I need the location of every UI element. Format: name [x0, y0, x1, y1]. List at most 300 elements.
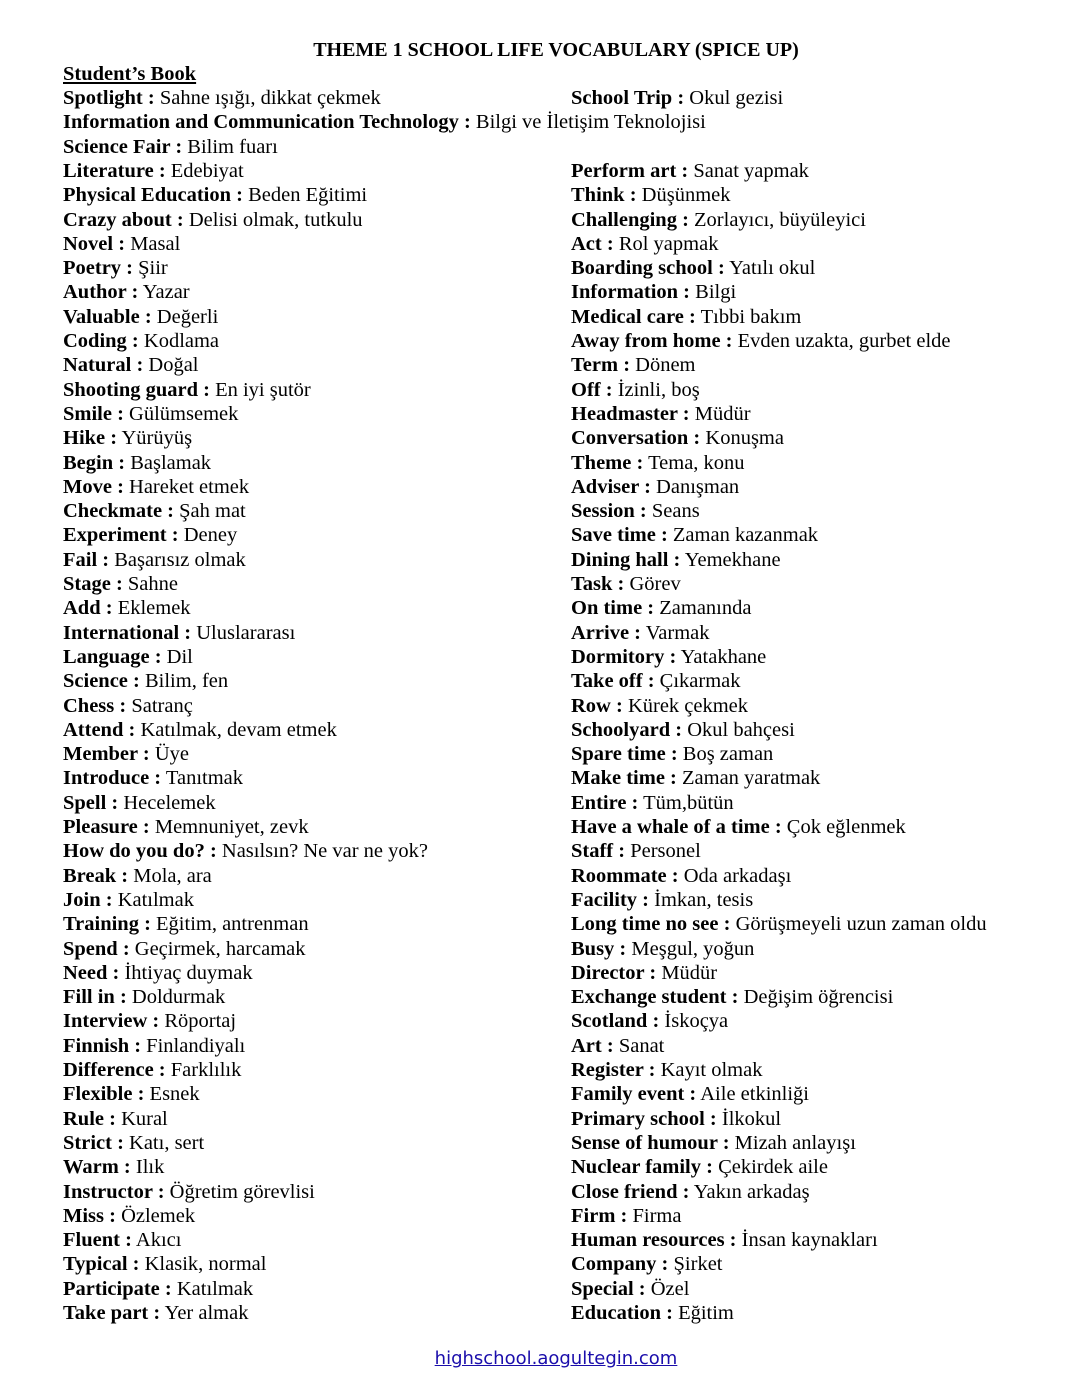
vocab-meaning: Görüşmeyeli uzun zaman oldu	[730, 913, 987, 936]
vocab-entry	[571, 86, 783, 110]
vocab-meaning: Özel	[645, 1277, 690, 1300]
vocab-entry	[571, 1301, 734, 1325]
vocab-term: Strict :	[63, 1131, 124, 1154]
vocab-term: Schoolyard :	[571, 718, 683, 741]
vocab-entry	[63, 135, 278, 159]
vocab-term: Crazy about :	[63, 208, 184, 231]
vocab-meaning: Meşgul, yoğun	[626, 937, 755, 960]
vocab-meaning: Çıkarmak	[654, 670, 741, 693]
vocab-entry	[63, 1252, 266, 1276]
vocab-meaning: Uluslararası	[191, 621, 296, 644]
vocab-term: Training :	[63, 913, 151, 936]
vocab-term: Director :	[571, 961, 657, 984]
vocab-term: Fail :	[63, 548, 110, 571]
vocab-meaning: Firma	[627, 1204, 682, 1227]
vocab-entry	[63, 110, 706, 134]
vocab-entry	[571, 572, 681, 596]
vocab-entry	[63, 596, 191, 620]
vocab-term: Boarding school :	[571, 257, 725, 280]
vocab-term: Company :	[571, 1253, 669, 1276]
vocab-term: Have a whale of a time :	[571, 816, 782, 838]
vocab-entry	[63, 1009, 236, 1033]
vocab-entry	[63, 839, 428, 863]
vocab-entry	[571, 499, 700, 523]
vocab-term: Language :	[63, 645, 162, 668]
vocab-term: Spotlight :	[63, 87, 155, 109]
vocab-term: Move :	[63, 475, 124, 498]
vocab-term: Education :	[571, 1302, 673, 1324]
vocab-meaning: Kodlama	[138, 330, 220, 352]
vocab-entry	[63, 183, 367, 207]
vocab-term: Add :	[63, 597, 113, 620]
vocab-meaning: Kayıt olmak	[655, 1059, 763, 1081]
vocab-meaning: Yemekhane	[680, 548, 781, 571]
vocab-term: Nuclear family :	[571, 1156, 713, 1179]
vocab-entry	[63, 669, 228, 693]
vocab-entry	[63, 426, 192, 450]
vocab-meaning: Yatakhane	[676, 645, 767, 668]
vocab-term: Physical Education :	[63, 184, 243, 207]
vocab-entry	[63, 256, 168, 280]
vocab-term: Chess :	[63, 694, 127, 717]
vocab-term: Hike :	[63, 427, 118, 450]
vocab-meaning: Yakın arkadaş	[689, 1180, 810, 1203]
vocab-meaning: Beden Eğitimi	[242, 184, 368, 207]
vocab-term: Family event :	[571, 1083, 697, 1106]
vocab-meaning: Başlamak	[125, 451, 212, 474]
vocab-term: Session :	[571, 500, 647, 523]
vocab-meaning: Değişim öğrencisi	[738, 986, 894, 1009]
vocab-term: Fill in :	[63, 986, 127, 1009]
vocab-meaning: Bilim fuarı	[182, 135, 278, 158]
vocab-entry	[571, 305, 801, 329]
vocab-meaning: Ilık	[130, 1156, 165, 1179]
vocab-term: Warm :	[63, 1156, 131, 1179]
vocab-meaning: Akıcı	[131, 1229, 182, 1252]
vocab-meaning: Danışman	[650, 475, 740, 498]
vocab-entry	[571, 159, 809, 183]
vocab-meaning: Satranç	[126, 694, 193, 717]
vocab-meaning: Esnek	[144, 1083, 200, 1106]
vocab-entry	[571, 426, 784, 450]
vocab-entry	[63, 1155, 164, 1179]
vocab-meaning: En iyi şutör	[209, 378, 311, 401]
vocab-term: Headmaster :	[571, 402, 690, 425]
vocab-entry	[63, 1107, 168, 1131]
vocab-entry	[63, 1082, 200, 1106]
vocab-meaning: Görev	[624, 573, 681, 595]
vocab-meaning: Okul gezisi	[684, 87, 784, 109]
vocab-meaning: Kural	[115, 1107, 168, 1130]
vocab-entry	[63, 572, 178, 596]
vocab-entry	[63, 280, 190, 304]
vocab-term: Poetry :	[63, 257, 133, 280]
vocab-term: Dormitory :	[571, 645, 677, 668]
vocab-term: Introduce :	[63, 767, 162, 790]
vocab-meaning: Eğitim	[672, 1302, 734, 1324]
vocab-term: Human resources :	[571, 1229, 737, 1252]
vocab-term: Art :	[571, 1034, 614, 1057]
vocab-entry	[63, 475, 249, 499]
vocab-meaning: Katılmak, devam etmek	[135, 718, 337, 741]
vocab-term: Primary school :	[571, 1107, 717, 1130]
vocab-term: Row :	[571, 694, 623, 717]
vocab-entry	[571, 329, 951, 353]
vocab-term: Task :	[571, 573, 625, 595]
vocab-meaning: Eklemek	[112, 597, 191, 620]
vocab-entry	[571, 280, 736, 304]
vocab-meaning: Memnuniyet, zevk	[149, 816, 309, 838]
vocab-term: School Trip :	[571, 87, 685, 109]
vocab-meaning: Bilgi ve İletişim Teknolojisi	[470, 111, 706, 134]
vocab-term: Medical care :	[571, 305, 696, 328]
vocab-entry	[571, 621, 710, 645]
vocab-entry	[571, 669, 741, 693]
vocab-term: How do you do? :	[63, 840, 217, 863]
vocab-entry	[63, 1204, 195, 1228]
vocab-entry	[571, 208, 866, 232]
vocab-entry	[63, 985, 225, 1009]
vocab-entry	[571, 766, 820, 790]
vocab-entry	[571, 1155, 828, 1179]
vocab-term: Off :	[571, 378, 613, 401]
vocab-entry	[63, 961, 253, 985]
vocab-entry	[63, 742, 189, 766]
vocab-term: Pleasure :	[63, 816, 150, 838]
vocab-entry	[63, 305, 218, 329]
vocab-entry	[571, 912, 987, 936]
vocab-entry	[571, 694, 748, 718]
vocab-term: Roommate :	[571, 864, 679, 887]
vocab-meaning: Müdür	[656, 961, 718, 984]
vocab-term: Fluent :	[63, 1229, 132, 1252]
vocab-term: Join :	[63, 888, 113, 911]
vocab-entry	[571, 742, 773, 766]
vocab-entry	[571, 183, 730, 207]
vocab-entry	[571, 791, 734, 815]
vocab-entry	[571, 937, 754, 961]
vocab-entry	[63, 159, 244, 183]
vocab-meaning: Konuşma	[700, 427, 784, 450]
vocab-entry	[571, 1204, 681, 1228]
vocab-meaning: Yürüyüş	[117, 427, 193, 450]
vocab-term: Typical :	[63, 1253, 140, 1276]
vocab-entry	[63, 1058, 241, 1082]
vocab-term: Experiment :	[63, 524, 179, 547]
vocab-term: On time :	[571, 597, 655, 620]
vocab-term: Flexible :	[63, 1083, 145, 1106]
vocab-entry	[571, 402, 751, 426]
vocab-entry	[63, 937, 306, 961]
vocab-term: Long time no see :	[571, 913, 731, 936]
vocab-term: Sense of humour :	[571, 1131, 730, 1154]
vocab-meaning: Zamanında	[654, 597, 752, 620]
vocab-term: Perform art :	[571, 159, 689, 182]
vocab-entry	[571, 523, 818, 547]
vocab-meaning: Aile etkinliği	[696, 1083, 809, 1106]
vocab-entry	[63, 912, 309, 936]
vocab-entry	[63, 499, 246, 523]
vocab-meaning: Düşünmek	[636, 184, 731, 207]
vocab-entry	[571, 961, 717, 985]
vocab-term: Entire :	[571, 791, 639, 814]
vocab-meaning: Şah mat	[174, 500, 246, 523]
vocab-entry	[63, 815, 309, 839]
vocab-term: Term :	[571, 354, 631, 377]
vocab-term: Begin :	[63, 451, 126, 474]
vocab-term: Adviser :	[571, 475, 651, 498]
vocab-entry	[63, 791, 216, 815]
vocab-term: Challenging :	[571, 208, 689, 231]
vocab-meaning: Mola, ara	[128, 864, 212, 887]
vocab-term: Spell :	[63, 791, 119, 814]
vocab-term: Finnish :	[63, 1034, 142, 1057]
vocab-entry	[571, 1009, 728, 1033]
vocab-term: Busy :	[571, 937, 627, 960]
vocab-meaning: Yatılı okul	[724, 257, 816, 280]
vocab-meaning: Çekirdek aile	[712, 1156, 828, 1179]
vocab-entry	[571, 1058, 762, 1082]
vocab-meaning: Oda arkadaşı	[678, 864, 792, 887]
vocab-meaning: Üye	[149, 743, 189, 766]
vocab-entry	[571, 1131, 856, 1155]
vocab-meaning: Personel	[625, 840, 701, 863]
vocab-meaning: İlkokul	[716, 1107, 782, 1130]
footer-link[interactable]: highschool.aogultegin.com	[434, 1348, 678, 1369]
vocab-meaning: Tema, konu	[643, 451, 745, 474]
vocab-meaning: Sanat	[613, 1034, 665, 1057]
vocab-entry	[63, 523, 237, 547]
vocab-entry	[571, 1228, 878, 1252]
vocab-entry	[571, 256, 815, 280]
vocab-entry	[571, 378, 700, 402]
vocab-meaning: Eğitim, antrenman	[150, 913, 309, 936]
vocab-term: Checkmate :	[63, 500, 175, 523]
vocab-entry	[63, 766, 243, 790]
vocab-entry	[571, 596, 751, 620]
vocab-meaning: Sahne	[122, 573, 179, 595]
vocab-meaning: Sahne ışığı, dikkat çekmek	[154, 87, 381, 109]
vocab-meaning: Hecelemek	[118, 791, 216, 814]
vocab-meaning: Gülümsemek	[123, 402, 239, 425]
vocab-term: Participate :	[63, 1277, 172, 1300]
vocab-entry	[571, 839, 701, 863]
vocab-entry	[63, 548, 246, 572]
vocab-term: Staff :	[571, 840, 626, 863]
vocab-meaning: Evden uzakta, gurbet elde	[732, 330, 951, 352]
vocab-meaning: Katı, sert	[123, 1131, 205, 1154]
vocab-term: Science :	[63, 670, 140, 693]
vocab-entry	[63, 353, 199, 377]
vocab-term: Attend :	[63, 718, 136, 741]
vocab-meaning: Okul bahçesi	[682, 718, 795, 741]
vocab-meaning: Dönem	[630, 354, 696, 377]
vocab-meaning: Klasik, normal	[139, 1253, 267, 1276]
vocab-term: Take off :	[571, 670, 655, 693]
vocab-meaning: İhtiyaç duymak	[119, 961, 253, 984]
vocab-term: Stage :	[63, 573, 123, 595]
vocab-meaning: Farklılık	[165, 1059, 242, 1081]
vocab-term: Arrive :	[571, 621, 641, 644]
vocab-term: Close friend :	[571, 1180, 690, 1203]
vocab-entry	[63, 86, 381, 110]
vocab-entry	[571, 1034, 664, 1058]
vocab-entry	[63, 402, 238, 426]
vocab-meaning: Dil	[161, 645, 193, 668]
vocab-term: Rule :	[63, 1107, 116, 1130]
vocab-meaning: Edebiyat	[165, 159, 244, 182]
vocab-entry	[571, 232, 718, 256]
vocab-entry	[63, 718, 337, 742]
vocab-entry	[63, 645, 193, 669]
vocab-term: Spend :	[63, 937, 130, 960]
vocab-entry	[63, 888, 194, 912]
vocab-term: Novel :	[63, 232, 126, 255]
vocab-term: Think :	[571, 184, 637, 207]
vocab-term: Difference :	[63, 1059, 166, 1081]
vocab-entry	[571, 815, 906, 839]
vocab-meaning: Hareket etmek	[123, 475, 250, 498]
vocab-meaning: Tüm,bütün	[638, 791, 734, 814]
vocab-entry	[63, 1277, 253, 1301]
vocab-term: Instructor :	[63, 1180, 165, 1203]
vocab-term: Miss :	[63, 1204, 116, 1227]
vocab-term: Firm :	[571, 1204, 628, 1227]
vocab-entry	[571, 1252, 722, 1276]
vocab-term: Shooting guard :	[63, 378, 210, 401]
vocab-meaning: Rol yapmak	[613, 232, 719, 255]
vocab-term: Take part :	[63, 1302, 161, 1324]
vocab-term: Break :	[63, 864, 129, 887]
vocab-meaning: Şiir	[133, 257, 168, 280]
vocab-meaning: Seans	[646, 500, 700, 523]
vocab-term: Save time :	[571, 524, 668, 547]
vocab-meaning: Masal	[125, 232, 181, 255]
vocab-meaning: Nasılsın? Ne var ne yok?	[216, 840, 428, 863]
page-title: THEME 1 SCHOOL LIFE VOCABULARY (SPICE UP)	[313, 39, 799, 61]
vocab-term: Member :	[63, 743, 150, 766]
vocab-meaning: Tanıtmak	[161, 767, 244, 790]
vocab-meaning: Yer almak	[160, 1302, 249, 1324]
vocab-meaning: İzinli, boş	[612, 378, 700, 401]
vocab-entry	[63, 694, 193, 718]
vocab-meaning: Şirket	[668, 1253, 723, 1276]
vocab-term: Literature :	[63, 159, 166, 182]
vocab-meaning: Değerli	[151, 305, 219, 328]
vocab-entry	[63, 1301, 248, 1325]
vocab-entry	[571, 353, 696, 377]
vocab-term: Conversation :	[571, 427, 701, 450]
vocab-meaning: Varmak	[641, 621, 710, 644]
vocab-term: Register :	[571, 1059, 656, 1081]
vocab-meaning: İskoçya	[659, 1010, 729, 1033]
vocab-meaning: Yazar	[138, 281, 190, 304]
vocab-term: Coding :	[63, 330, 139, 352]
vocab-term: Facility :	[571, 888, 649, 911]
vocab-term: Information and Communication Technology :	[63, 111, 471, 134]
vocab-meaning: Geçirmek, harcamak	[129, 937, 306, 960]
vocab-meaning: Katılmak	[112, 888, 194, 911]
vocab-term: Author :	[63, 281, 139, 304]
vocab-meaning: Müdür	[689, 402, 751, 425]
vocab-meaning: İnsan kaynakları	[736, 1229, 878, 1252]
vocab-entry	[63, 1228, 181, 1252]
vocab-meaning: Röportaj	[159, 1010, 237, 1033]
vocab-entry	[571, 1107, 781, 1131]
vocab-entry	[63, 329, 219, 353]
vocab-term: International :	[63, 621, 192, 644]
vocab-meaning: Zaman yaratmak	[676, 767, 821, 790]
vocab-entry	[63, 621, 295, 645]
vocab-entry	[571, 718, 795, 742]
vocab-meaning: Kürek çekmek	[622, 694, 749, 717]
vocab-term: Away from home :	[571, 330, 733, 352]
vocab-meaning: Mizah anlayışı	[729, 1131, 856, 1154]
vocab-entry	[571, 888, 753, 912]
vocab-term: Need :	[63, 961, 120, 984]
vocab-meaning: Sanat yapmak	[688, 159, 809, 182]
vocab-meaning: Öğretim görevlisi	[164, 1180, 315, 1203]
vocab-term: Valuable :	[63, 305, 152, 328]
vocab-entry	[571, 1082, 809, 1106]
vocab-term: Information :	[571, 281, 691, 304]
vocab-term: Interview :	[63, 1010, 160, 1033]
vocab-entry	[571, 451, 745, 475]
vocab-entry	[63, 1180, 315, 1204]
vocab-meaning: Katılmak	[171, 1277, 254, 1300]
vocab-term: Scotland :	[571, 1010, 660, 1033]
vocab-entry	[571, 1277, 689, 1301]
vocab-entry	[571, 1180, 810, 1204]
vocab-term: Special :	[571, 1277, 646, 1300]
vocab-entry	[571, 985, 893, 1009]
vocab-term: Theme :	[571, 451, 644, 474]
section-subtitle: Student’s Book	[63, 63, 197, 85]
vocab-entry	[63, 451, 211, 475]
vocab-term: Exchange student :	[571, 986, 739, 1009]
vocab-meaning: Finlandiyalı	[141, 1034, 246, 1057]
vocab-entry	[63, 232, 180, 256]
vocab-term: Science Fair :	[63, 135, 183, 158]
vocab-meaning: Zorlayıcı, büyüleyici	[688, 208, 866, 231]
vocab-entry	[571, 548, 781, 572]
vocab-term: Dining hall :	[571, 548, 681, 571]
vocab-meaning: Doldurmak	[126, 986, 226, 1009]
vocab-meaning: İmkan, tesis	[649, 888, 754, 911]
vocab-entry	[63, 864, 212, 888]
vocab-entry	[63, 378, 311, 402]
vocab-meaning: Özlemek	[115, 1204, 196, 1227]
vocab-entry	[63, 1131, 204, 1155]
vocab-entry	[63, 1034, 245, 1058]
vocab-meaning: Zaman kazanmak	[667, 524, 819, 547]
vocab-meaning: Boş zaman	[677, 743, 774, 766]
vocab-meaning: Başarısız olmak	[109, 548, 246, 571]
vocab-term: Natural :	[63, 354, 144, 377]
vocab-entry	[63, 208, 363, 232]
vocab-meaning: Delisi olmak, tutkulu	[183, 208, 363, 231]
vocab-term: Spare time :	[571, 743, 678, 766]
vocab-term: Act :	[571, 232, 614, 255]
vocab-meaning: Tıbbi bakım	[695, 305, 802, 328]
vocab-meaning: Çok eğlenmek	[781, 816, 906, 838]
vocab-entry	[571, 864, 791, 888]
vocab-meaning: Bilgi	[690, 281, 737, 304]
vocab-entry	[571, 645, 766, 669]
vocab-entry	[571, 475, 739, 499]
vocab-meaning: Bilim, fen	[139, 670, 229, 693]
vocab-term: Smile :	[63, 402, 124, 425]
